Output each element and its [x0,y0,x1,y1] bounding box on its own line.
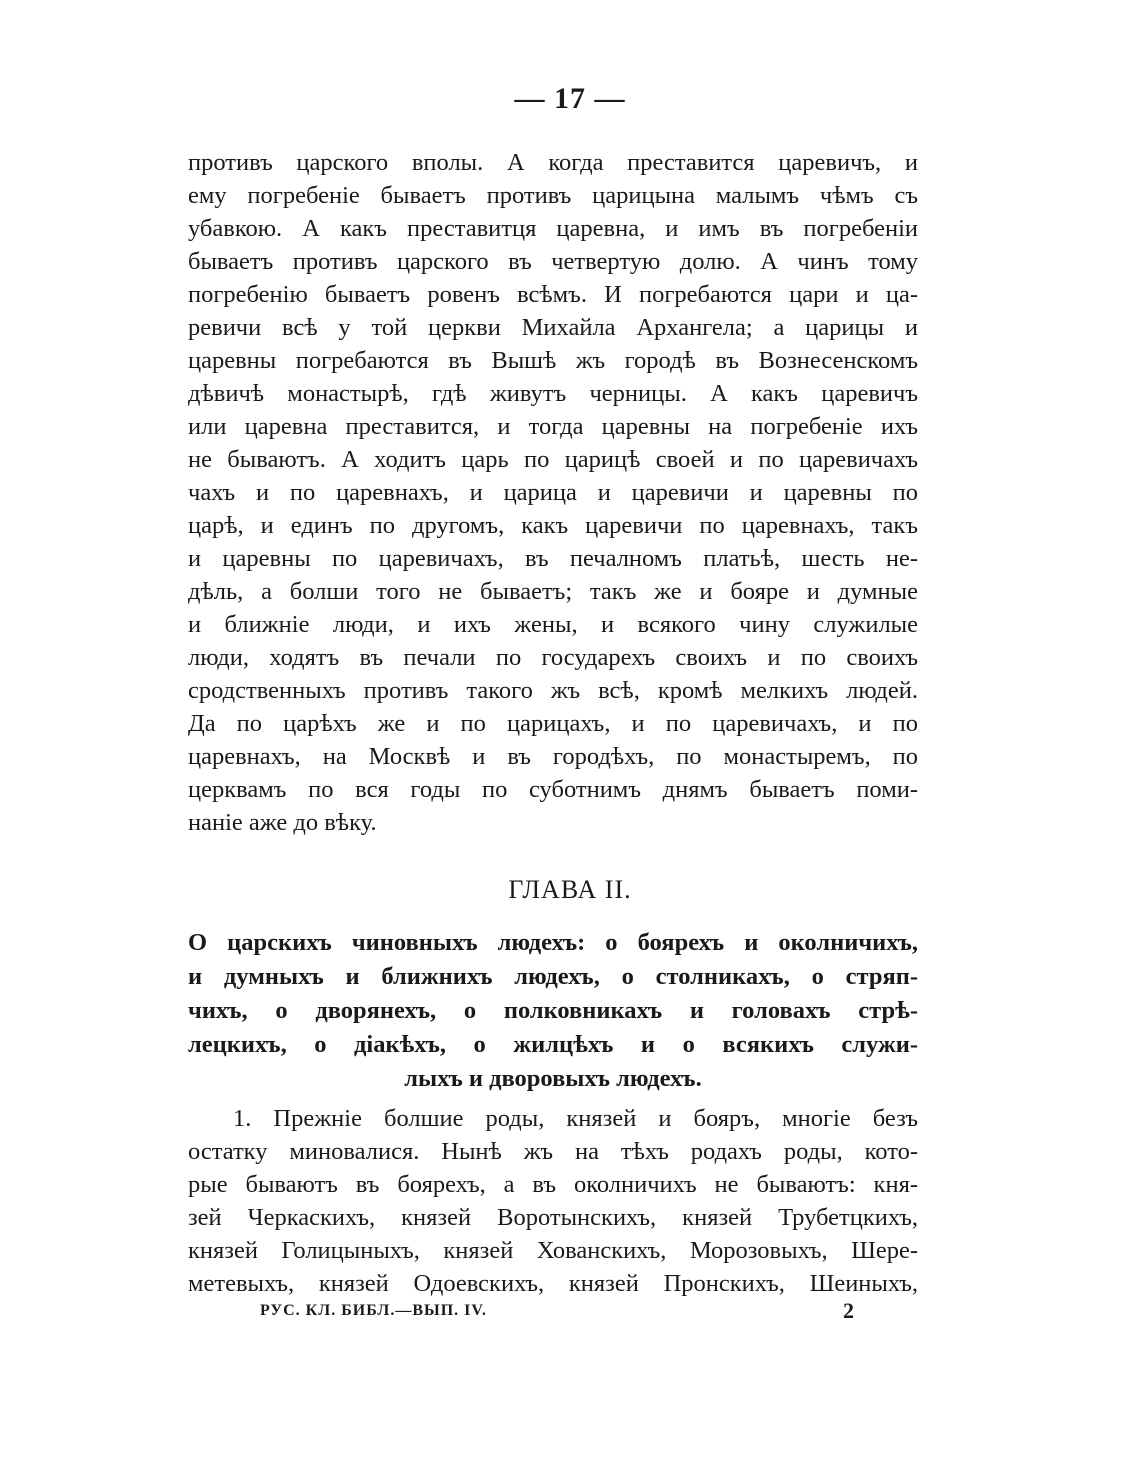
text-line: царевнахъ, на Москвѣ и въ городѣхъ, по монастыремъ, по [188,743,918,770]
text-line: князей Голицыныхъ, князей Хованскихъ, Морозовыхъ, Шере- [188,1237,918,1264]
text-line: рые бываютъ въ боярехъ, а въ околничихъ не бываютъ: кня- [188,1171,918,1198]
text-line: 1. Прежніе болшие роды, князей и бояръ, многіе безъ [233,1105,918,1132]
text-line: дѣвичѣ монастырѣ, гдѣ живутъ черницы. А какъ царевичъ [188,380,918,407]
heading-line: О царскихъ чиновныхъ людехъ: о боярехъ и околничихъ, [188,929,918,956]
text-line: сродственныхъ противъ такого жъ всѣ, кромѣ мелкихъ людей. [188,677,918,704]
text-line: церквамъ по вся годы по суботнимъ днямъ бываетъ поми- [188,776,918,803]
text-line: ему погребеніе бываетъ противъ царицына малымъ чѣмъ съ [188,182,918,209]
text-line: дѣль, а болши того не бываетъ; такъ же и бояре и думные [188,578,918,605]
text-line: метевыхъ, князей Одоевскихъ, князей Пронскихъ, Шеиныхъ, [188,1270,918,1297]
text-line: или царевна преставится, и тогда царевны на погребеніе ихъ [188,413,918,440]
text-line: царевны погребаются въ Вышѣ жъ городѣ въ Вознесенскомъ [188,347,918,374]
heading-line: лыхъ и дворовыхъ людехъ. [404,1065,702,1092]
text-line: царѣ, и единъ по другомъ, какъ царевичи по царевнахъ, такъ [188,512,918,539]
footer-sheet-number: 2 [843,1298,854,1323]
text-line: чахъ и по царевнахъ, и царица и царевичи и царевны по [188,479,918,506]
text-line: наніе аже до вѣку. [188,809,377,836]
chapter-title: ГЛАВА II. [508,875,632,904]
heading-line: лецкихъ, о діакѣхъ, о жилцѣхъ и о всякихъ служи- [188,1031,918,1058]
text-line: противъ царского вполы. А когда преставится царевичъ, и [188,149,918,176]
page-number: — 17 — [514,82,626,115]
text-line: и ближніе люди, и ихъ жены, и всякого чину служилые [188,611,918,638]
text-line: погребенію бываетъ ровенъ всѣмъ. И погребаются цари и ца- [188,281,918,308]
text-line: убавкою. А какъ преставитця царевна, и имъ въ погребеніи [188,215,918,242]
footer-signature: РУС. КЛ. БИБЛ.—ВЫП. IV. [260,1302,487,1319]
heading-line: и думныхъ и ближнихъ людехъ, о столникахъ, о стряп- [188,963,918,990]
text-line: остатку миновалися. Нынѣ жъ на тѣхъ родахъ роды, кото- [188,1138,918,1165]
text-line: люди, ходятъ въ печали по государехъ своихъ и по своихъ [188,644,918,671]
text-line: зей Черкаскихъ, князей Воротынскихъ, князей Трубетцкихъ, [188,1204,918,1231]
text-line: не бываютъ. А ходитъ царь по царицѣ своей и по царевичахъ [188,446,918,473]
heading-line: чихъ, о дворянехъ, о полковникахъ и головахъ стрѣ- [188,997,918,1024]
text-line: Да по царѣхъ же и по царицахъ, и по царевичахъ, и по [188,710,918,737]
text-line: ревичи всѣ у той церкви Михайла Архангела; а царицы и [188,314,918,341]
text-line: и царевны по царевичахъ, въ печалномъ платьѣ, шесть не- [188,545,918,572]
text-line: бываетъ противъ царского въ четвертую долю. А чинъ тому [188,248,918,275]
